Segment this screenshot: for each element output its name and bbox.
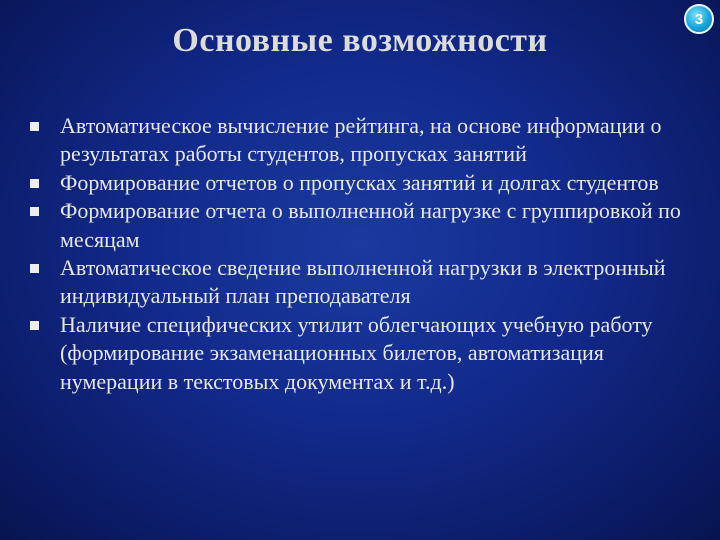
bullet-item bbox=[28, 254, 698, 311]
bullet-text: Автоматическое вычисление рейтинга, на основе информации о результатах работы студентов, пропусках занятий bbox=[60, 113, 662, 167]
bullet-text: Наличие специфических утилит облегчающих учебную работу (формирование экзаменационных билетов, автоматизация нумерации в текстовых документах и т.д.) bbox=[60, 311, 653, 394]
bullet-item bbox=[28, 169, 698, 197]
bullet-text: Формирование отчета о выполненной нагрузке с группировкой по месяцам bbox=[60, 198, 681, 252]
square-bullet-icon bbox=[30, 179, 39, 188]
square-bullet-icon bbox=[30, 321, 39, 330]
bullet-item bbox=[28, 197, 698, 254]
square-bullet-icon bbox=[30, 264, 39, 273]
square-bullet-icon bbox=[30, 207, 39, 216]
bullet-item bbox=[28, 311, 698, 396]
slide-number-badge: 3 bbox=[684, 4, 714, 34]
slide-title: Основные возможности bbox=[172, 22, 548, 59]
bullet-text: Автоматическое сведение выполненной нагрузки в электронный индивидуальный план преподавателя bbox=[60, 255, 666, 309]
square-bullet-icon bbox=[30, 122, 39, 131]
bullet-text: Формирование отчетов о пропусках занятий и долгах студентов bbox=[60, 169, 659, 195]
bullet-list bbox=[28, 112, 698, 396]
bullet-item bbox=[28, 112, 698, 169]
